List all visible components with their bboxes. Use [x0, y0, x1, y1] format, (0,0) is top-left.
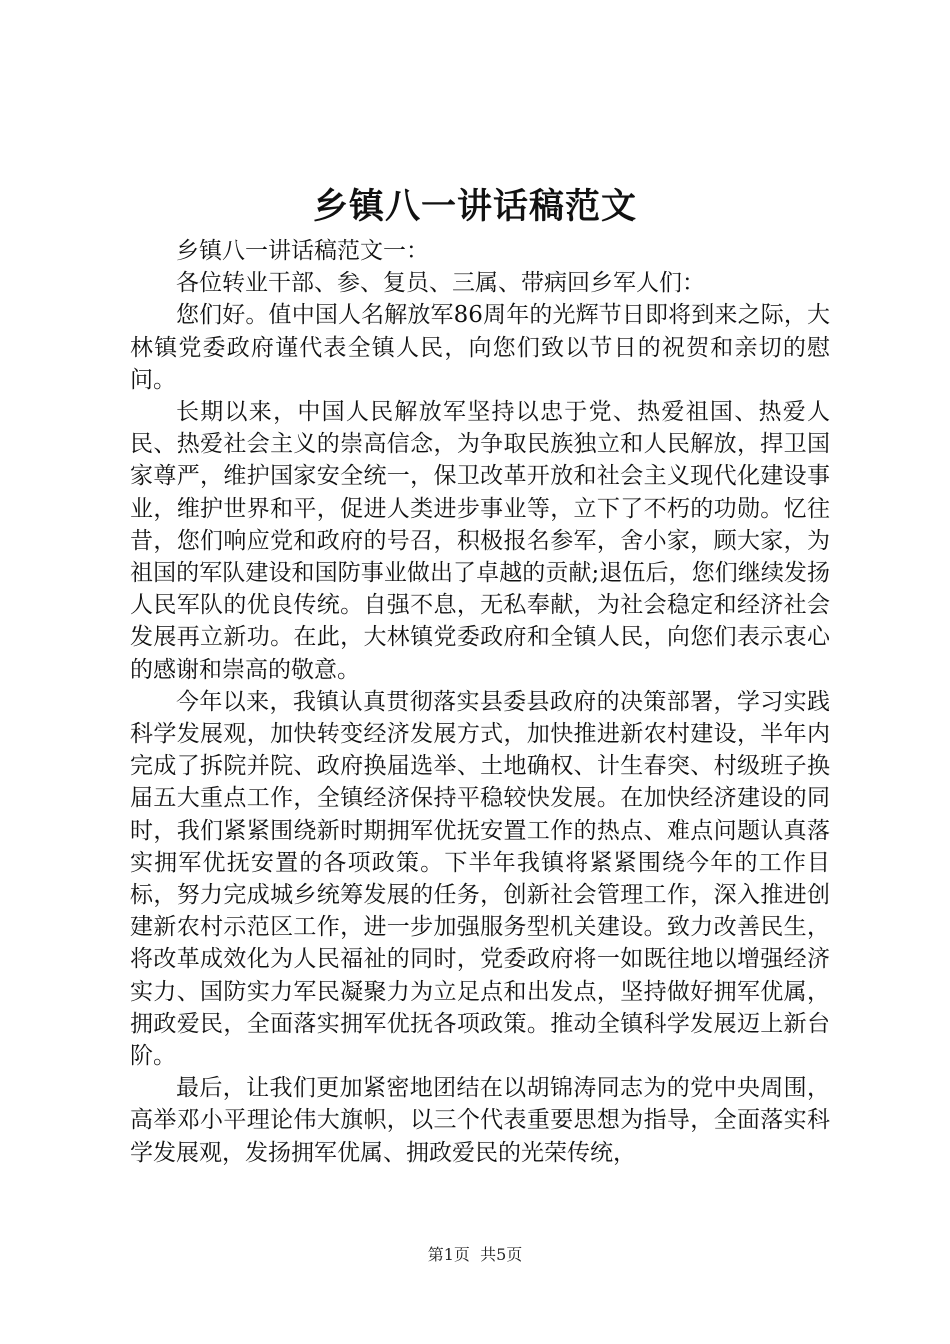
document-body	[130, 235, 830, 1169]
document-title: 乡镇八一讲话稿范文	[312, 186, 637, 227]
page-number-footer: 第1页 共5页	[427, 1245, 523, 1264]
paragraph: 最后，让我们更加紧密地团结在以胡锦涛同志为的党中央周围，高举邓小平理论伟大旗帜，以三个代表重要思想为指导，全面落实科学发展观，发扬拥军优属、拥政爱民的光荣传统，	[130, 1075, 830, 1166]
paragraph-heading: 乡镇八一讲话稿范文一：	[176, 238, 429, 264]
paragraph: 您们好。值中国人名解放军86周年的光辉节日即将到来之际，大林镇党委政府谨代表全镇人民，向您们致以节日的祝贺和亲切的慰问。	[130, 302, 830, 393]
paragraph: 长期以来，中国人民解放军坚持以忠于党、热爱祖国、热爱人民、热爱社会主义的崇高信念，为争取民族独立和人民解放，捍卫国家尊严，维护国家安全统一，保卫改革开放和社会主义现代化建设事业，维护世界和平，促进人类进步事业等，立下了不朽的功勋。忆往昔，您们响应党和政府的号召，积极报名参军，舍小家，顾大家，为祖国的军队建设和国防事业做出了卓越的贡献;退伍后，您们继续发扬人民军队的优良传统。自强不息，无私奉献，为社会稳定和经济社会发展再立新功。在此，大林镇党委政府和全镇人民，向您们表示衷心的感谢和崇高的敬意。	[130, 399, 830, 683]
paragraph-salutation: 各位转业干部、参、复员、三属、带病回乡军人们：	[176, 270, 705, 297]
paragraph: 今年以来，我镇认真贯彻落实县委县政府的决策部署，学习实践科学发展观，加快转变经济发展方式，加快推进新农村建设，半年内完成了拆院并院、政府换届选举、土地确权、计生春突、村级班子换届五大重点工作，全镇经济保持平稳较快发展。在加快经济建设的同时，我们紧紧围绕新时期拥军优抚安置工作的热点、难点问题认真落实拥军优抚安置的各项政策。下半年我镇将紧紧围绕今年的工作目标，努力完成城乡统筹发展的任务，创新社会管理工作，深入推进创建新农村示范区工作，进一步加强服务型机关建设。致力改善民生，将改革成效化为人民福祉的同时，党委政府将一如既往地以增强经济实力、国防实力军民凝聚力为立足点和出发点，坚持做好拥军优属，拥政爱民，全面落实拥军优抚各项政策。推动全镇科学发展迈上新台阶。	[130, 688, 830, 1070]
